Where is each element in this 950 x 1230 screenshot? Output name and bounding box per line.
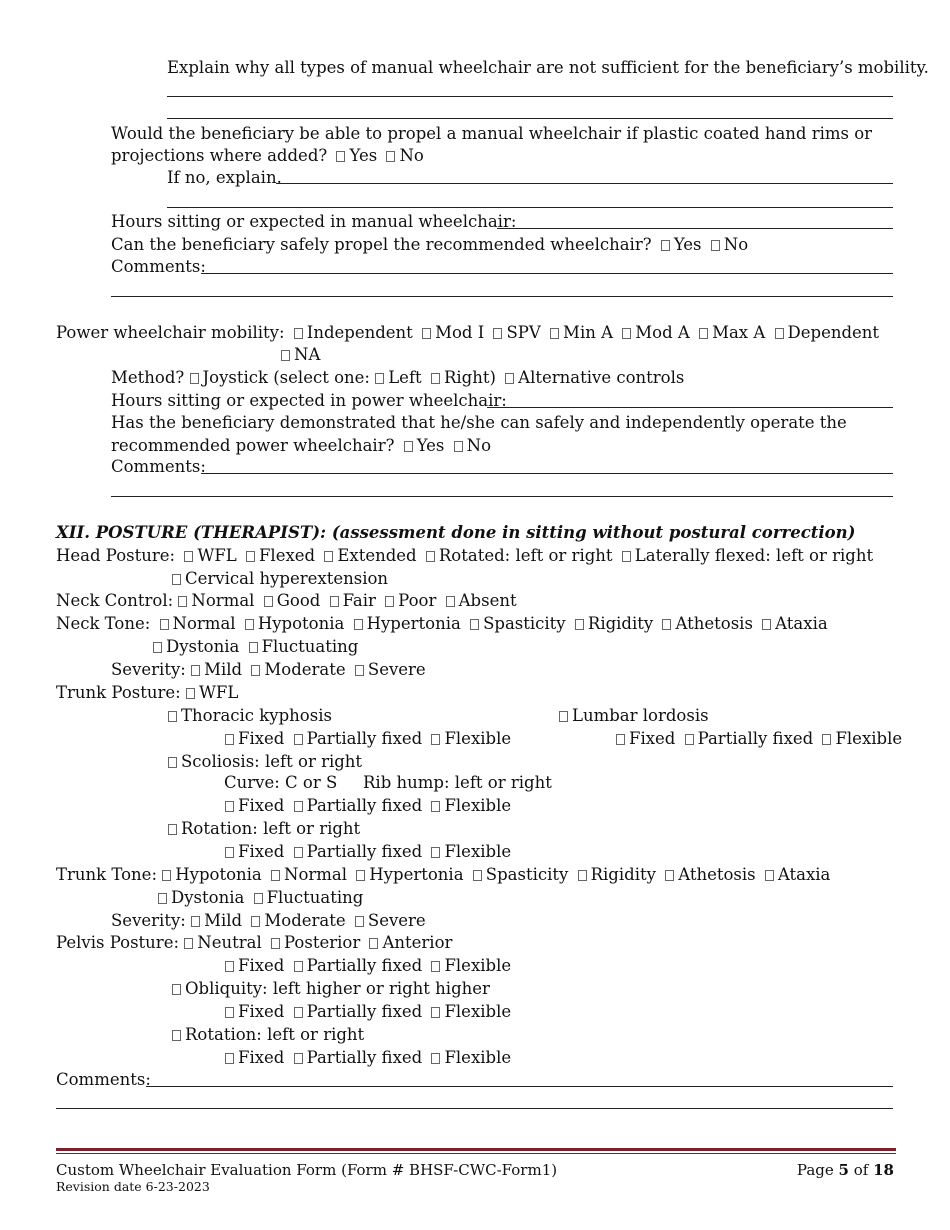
scoliosis-label: Scoliosis: left or right: [181, 752, 363, 771]
tone-option-label: Hypotonia: [257, 614, 345, 633]
propel-no-label: No: [399, 146, 424, 165]
power-mobility-row: [56, 322, 879, 344]
trunk-rotation-label: Rotation: left or right: [181, 819, 361, 838]
head-option-label: Extended: [337, 546, 417, 565]
head-wfl-checkbox[interactable]: [184, 551, 193, 562]
tone-option-label: Rigidity: [590, 865, 656, 884]
power-mobility-label: Power wheelchair mobility:: [56, 323, 285, 342]
trunk-tone-ataxia-checkbox[interactable]: [765, 870, 774, 881]
neck-control-option-label: Good: [276, 591, 321, 610]
head-rotated-checkbox[interactable]: [426, 551, 435, 562]
posture-heading: XII. POSTURE (THERAPIST): (assessment done in sitting without postural correction): [56, 523, 856, 542]
power-level-label: SPV: [506, 323, 541, 342]
tone-option-label: Ataxia: [775, 614, 828, 633]
pelvis-partially-fixed-checkbox[interactable]: [294, 961, 303, 972]
head-posture-label: Head Posture:: [56, 546, 176, 565]
demo-no-label: No: [466, 436, 492, 455]
trunk-posture-row: [56, 682, 238, 704]
safe-propel-question: Can the beneficiary safely propel the recommended wheelchair?: [111, 235, 652, 254]
severity-option-label: Moderate: [264, 911, 346, 930]
of-word: of: [853, 1161, 869, 1179]
fixed-option-label: Partially fixed: [306, 1002, 423, 1021]
power-mod-i-checkbox[interactable]: [422, 328, 431, 339]
method-row: [111, 367, 684, 389]
neck-control-option-label: Poor: [398, 591, 437, 610]
power-comments-label: Comments:: [111, 457, 206, 476]
severity-option-label: Moderate: [264, 660, 346, 679]
neck-control-poor-checkbox[interactable]: [385, 596, 394, 607]
trunk-rotation-partially-fixed-checkbox[interactable]: [294, 847, 303, 858]
power-na-option: [281, 344, 320, 366]
fixed-option-label: Fixed: [238, 796, 285, 815]
lumbar-lordosis-label: Lumbar lordosis: [572, 706, 709, 725]
demo-question-row: [111, 435, 491, 457]
manual-comments-label: Comments:: [111, 257, 206, 276]
pelvis-rotation-fixed-checkbox[interactable]: [225, 1053, 234, 1064]
lumbar-fixed-row: [616, 728, 902, 750]
tone-option-label: Hypotonia: [175, 865, 262, 884]
neck-tone-label: Neck Tone:: [56, 614, 151, 633]
trunk-rotation-flexible-checkbox[interactable]: [431, 847, 440, 858]
explain-manual-line-2[interactable]: [167, 118, 893, 119]
trunk-tone-fluctuating-checkbox[interactable]: [254, 893, 263, 904]
fixed-option-label: Flexible: [444, 842, 512, 861]
pelvis-fixed-checkbox[interactable]: [225, 961, 234, 972]
joystick-left-label: Left: [388, 368, 422, 387]
trunk-posture-label: Trunk Posture:: [56, 683, 181, 702]
trunk-tone-extra-row: [158, 887, 363, 909]
scoliosis-fixed-row: [225, 795, 511, 817]
manual-comments-line-2[interactable]: [111, 296, 893, 297]
neck-tone-spasticity-checkbox[interactable]: [470, 619, 479, 630]
neck-control-option-label: Absent: [458, 591, 517, 610]
trunk-tone-label: Trunk Tone:: [56, 865, 157, 884]
posture-comments-line-2[interactable]: [56, 1108, 893, 1109]
trunk-tone-dystonia-checkbox[interactable]: [158, 893, 167, 904]
obliquity-option: [172, 978, 490, 1000]
neck-control-normal-checkbox[interactable]: [178, 596, 187, 607]
head-lat-flexed-checkbox[interactable]: [622, 551, 631, 562]
fixed-option-label: Fixed: [238, 842, 285, 861]
neck-tone-dystonia-checkbox[interactable]: [153, 642, 162, 653]
severity-label: Severity:: [111, 660, 186, 679]
power-na-checkbox[interactable]: [281, 350, 290, 361]
demo-question-line1: Has the beneficiary demonstrated that he/she can safely and independently operate the: [111, 413, 847, 432]
trunk-tone-hypertonia-checkbox[interactable]: [356, 870, 365, 881]
obliquity-fixed-row: [225, 1001, 511, 1023]
footer-rule-thin: [56, 1153, 896, 1154]
lumbar-lordosis-option: [559, 705, 709, 727]
neck-severity-severe-checkbox[interactable]: [355, 665, 364, 676]
manual-comments-line-1[interactable]: [201, 273, 893, 274]
rib-hump-label: Rib hump: left or right: [363, 773, 552, 792]
trunk-rotation-option: [168, 818, 360, 840]
fixed-option-label: Flexible: [444, 956, 512, 975]
thoracic-kyphosis-label: Thoracic kyphosis: [181, 706, 332, 725]
power-na-label: NA: [294, 345, 321, 364]
lumbar-flexible-checkbox[interactable]: [822, 734, 831, 745]
neck-tone-row: [56, 613, 828, 635]
trunk-tone-hypotonia-checkbox[interactable]: [162, 870, 171, 881]
obliquity-partially-fixed-checkbox[interactable]: [294, 1007, 303, 1018]
fixed-option-label: Partially fixed: [306, 729, 423, 748]
pelvis-posture-label: Pelvis Posture:: [56, 933, 180, 952]
footer-rule-thick: [56, 1148, 896, 1151]
neck-tone-ataxia-checkbox[interactable]: [762, 619, 771, 630]
thoracic-flexible-checkbox[interactable]: [431, 734, 440, 745]
pelvis-anterior-checkbox[interactable]: [369, 938, 378, 949]
propel-question-line2: projections where added?: [111, 146, 328, 165]
alt-controls-label: Alternative controls: [518, 368, 685, 387]
thoracic-fixed-row: [225, 728, 511, 750]
power-level-label: Mod A: [635, 323, 690, 342]
pelvis-rotation-checkbox[interactable]: [172, 1030, 181, 1041]
fixed-option-label: Flexible: [444, 796, 512, 815]
cervical-hyperextension-checkbox[interactable]: [172, 574, 181, 585]
trunk-tone-athetosis-checkbox[interactable]: [665, 870, 674, 881]
demo-question-line2: recommended power wheelchair?: [111, 436, 395, 455]
explain-manual-prompt: Explain why all types of manual wheelchair are not sufficient for the beneficiary’s mobility.: [167, 58, 929, 77]
tone-option-label: Athetosis: [675, 614, 753, 633]
pelvis-option-label: Neutral: [197, 933, 262, 952]
neck-control-fair-checkbox[interactable]: [330, 596, 339, 607]
propel-question-line1: Would the beneficiary be able to propel a manual wheelchair if plastic coated hand rims or: [111, 124, 873, 143]
severity-option-label: Mild: [204, 911, 243, 930]
power-level-label: Independent: [306, 323, 413, 342]
tone-option-label: Normal: [172, 614, 236, 633]
trunk-tone-normal-checkbox[interactable]: [271, 870, 280, 881]
neck-tone-rigidity-checkbox[interactable]: [575, 619, 584, 630]
head-option-label: Flexed: [258, 546, 316, 565]
trunk-severity-moderate-checkbox[interactable]: [251, 916, 260, 927]
tone-option-label: Ataxia: [777, 865, 831, 884]
power-level-label: Max A: [712, 323, 766, 342]
if-no-explain-line-2[interactable]: [167, 207, 893, 208]
safe-propel-yes-label: Yes: [673, 235, 702, 254]
neck-control-row: [56, 590, 517, 612]
neck-tone-athetosis-checkbox[interactable]: [662, 619, 671, 630]
if-no-explain-label: If no, explain.: [167, 168, 282, 187]
alt-controls-checkbox[interactable]: [505, 373, 514, 384]
lumbar-lordosis-checkbox[interactable]: [559, 711, 568, 722]
severity-option-label: Severe: [367, 911, 426, 930]
tone-option-label: Fluctuating: [261, 637, 359, 656]
pelvis-posterior-checkbox[interactable]: [271, 938, 280, 949]
severity-option-label: Severe: [367, 660, 426, 679]
tone-option-label: Spasticity: [483, 614, 566, 633]
thoracic-partially-fixed-checkbox[interactable]: [294, 734, 303, 745]
neck-severity-row: [111, 659, 426, 681]
scoliosis-checkbox[interactable]: [168, 757, 177, 768]
posture-comments-label: Comments:: [56, 1070, 151, 1089]
obliquity-fixed-checkbox[interactable]: [225, 1007, 234, 1018]
pelvis-rotation-label: Rotation: left or right: [185, 1025, 365, 1044]
fixed-option-label: Partially fixed: [306, 796, 423, 815]
pelvis-posture-row: [56, 932, 452, 954]
fixed-option-label: Fixed: [238, 956, 285, 975]
trunk-wfl-label: WFL: [198, 683, 239, 702]
head-flexed-checkbox[interactable]: [246, 551, 255, 562]
trunk-rotation-fixed-row: [225, 841, 511, 863]
propel-question-row: [111, 145, 424, 167]
power-independent-checkbox[interactable]: [294, 328, 303, 339]
tone-option-label: Athetosis: [678, 865, 756, 884]
lumbar-partially-fixed-checkbox[interactable]: [685, 734, 694, 745]
power-spv-checkbox[interactable]: [493, 328, 502, 339]
fixed-option-label: Fixed: [629, 729, 676, 748]
page-word: Page: [796, 1161, 834, 1179]
power-comments-line-1[interactable]: [201, 473, 893, 474]
tone-option-label: Rigidity: [587, 614, 654, 633]
trunk-rotation-fixed-checkbox[interactable]: [225, 847, 234, 858]
power-comments-line-2[interactable]: [111, 496, 893, 497]
fixed-option-label: Partially fixed: [306, 842, 423, 861]
trunk-severity-severe-checkbox[interactable]: [355, 916, 364, 927]
fixed-option-label: Flexible: [444, 1048, 512, 1067]
tone-option-label: Hypertonia: [369, 865, 464, 884]
tone-option-label: Normal: [284, 865, 348, 884]
trunk-severity-row: [111, 910, 426, 932]
joystick-label: Joystick (select one:: [202, 368, 370, 387]
scoliosis-option: [168, 751, 362, 773]
obliquity-checkbox[interactable]: [172, 984, 181, 995]
thoracic-kyphosis-option: [168, 705, 332, 727]
trunk-rotation-checkbox[interactable]: [168, 824, 177, 835]
fixed-option-label: Flexible: [835, 729, 903, 748]
head-extended-checkbox[interactable]: [324, 551, 333, 562]
pelvis-flexible-checkbox[interactable]: [431, 961, 440, 972]
head-posture-row: [56, 545, 873, 567]
neck-tone-fluctuating-checkbox[interactable]: [249, 642, 258, 653]
neck-control-label: Neck Control:: [56, 591, 174, 610]
propel-no-checkbox[interactable]: [386, 151, 395, 162]
footer-revision-date: Revision date 6-23-2023: [56, 1179, 210, 1194]
demo-yes-label: Yes: [416, 436, 445, 455]
power-mod-a-checkbox[interactable]: [622, 328, 631, 339]
demo-yes-checkbox[interactable]: [404, 441, 413, 452]
pelvis-option-label: Posterior: [284, 933, 361, 952]
power-dependent-checkbox[interactable]: [775, 328, 784, 339]
page-indicator: [797, 1159, 894, 1181]
head-option-label: Rotated: left or right: [438, 546, 613, 565]
demo-no-checkbox[interactable]: [454, 441, 463, 452]
pelvis-rotation-fixed-row: [225, 1047, 511, 1069]
method-label: Method?: [111, 368, 185, 387]
posture-comments-line-1[interactable]: [146, 1086, 893, 1087]
curve-label: Curve: C or S: [224, 773, 338, 792]
trunk-tone-spasticity-checkbox[interactable]: [473, 870, 482, 881]
power-level-label: Min A: [563, 323, 614, 342]
neck-tone-normal-checkbox[interactable]: [160, 619, 169, 630]
pelvis-rotation-option: [172, 1024, 364, 1046]
neck-severity-moderate-checkbox[interactable]: [251, 665, 260, 676]
neck-control-option-label: Normal: [191, 591, 255, 610]
neck-control-good-checkbox[interactable]: [264, 596, 273, 607]
power-hours-label: Hours sitting or expected in power wheelchair:: [111, 391, 507, 410]
pelvis-fixed-row: [225, 955, 511, 977]
propel-yes-checkbox[interactable]: [336, 151, 345, 162]
cervical-hyperextension-label: Cervical hyperextension: [185, 569, 389, 588]
fixed-option-label: Fixed: [238, 729, 285, 748]
trunk-tone-row: [56, 864, 830, 886]
lumbar-fixed-checkbox[interactable]: [616, 734, 625, 745]
obliquity-flexible-checkbox[interactable]: [431, 1007, 440, 1018]
pelvis-option-label: Anterior: [382, 933, 453, 952]
trunk-wfl-checkbox[interactable]: [186, 688, 195, 699]
fixed-option-label: Partially fixed: [306, 956, 423, 975]
neck-control-option-label: Fair: [342, 591, 376, 610]
scoliosis-flexible-checkbox[interactable]: [431, 801, 440, 812]
fixed-option-label: Flexible: [444, 1002, 512, 1021]
power-min-a-checkbox[interactable]: [550, 328, 559, 339]
neck-tone-extra-row: [153, 636, 358, 658]
severity-label: Severity:: [111, 911, 186, 930]
safe-propel-row: [111, 234, 748, 256]
head-cervical-option: [172, 568, 388, 590]
head-option-label: Laterally flexed: left or right: [634, 546, 874, 565]
joystick-left-checkbox[interactable]: [375, 373, 384, 384]
tone-option-label: Spasticity: [485, 865, 569, 884]
power-hours-field[interactable]: [487, 407, 893, 408]
page-total: 18: [873, 1161, 894, 1179]
safe-propel-yes-checkbox[interactable]: [661, 240, 670, 251]
footer-form-title: Custom Wheelchair Evaluation Form (Form # BHSF-CWC-Form1): [56, 1161, 558, 1179]
tone-option-label: Hypertonia: [366, 614, 461, 633]
neck-tone-hypertonia-checkbox[interactable]: [354, 619, 363, 630]
fixed-option-label: Fixed: [238, 1002, 285, 1021]
severity-option-label: Mild: [204, 660, 243, 679]
scoliosis-fixed-checkbox[interactable]: [225, 801, 234, 812]
neck-severity-mild-checkbox[interactable]: [191, 665, 200, 676]
fixed-option-label: Partially fixed: [306, 1048, 423, 1067]
manual-hours-field[interactable]: [497, 228, 893, 229]
pelvis-neutral-checkbox[interactable]: [184, 938, 193, 949]
fixed-option-label: Partially fixed: [697, 729, 814, 748]
power-level-label: Dependent: [787, 323, 880, 342]
thoracic-fixed-checkbox[interactable]: [225, 734, 234, 745]
joystick-right-label: Right): [443, 368, 496, 387]
manual-hours-label: Hours sitting or expected in manual wheelchair:: [111, 212, 517, 231]
pelvis-rotation-flexible-checkbox[interactable]: [431, 1053, 440, 1064]
fixed-option-label: Flexible: [444, 729, 512, 748]
obliquity-label: Obliquity: left higher or right higher: [185, 979, 490, 998]
tone-option-label: Fluctuating: [266, 888, 364, 907]
power-max-a-checkbox[interactable]: [699, 328, 708, 339]
trunk-tone-rigidity-checkbox[interactable]: [578, 870, 587, 881]
trunk-severity-mild-checkbox[interactable]: [191, 916, 200, 927]
pelvis-rotation-partially-fixed-checkbox[interactable]: [294, 1053, 303, 1064]
if-no-explain-line-1[interactable]: [276, 183, 893, 184]
thoracic-kyphosis-checkbox[interactable]: [168, 711, 177, 722]
power-level-label: Mod I: [435, 323, 485, 342]
safe-propel-no-label: No: [723, 235, 749, 254]
head-option-label: WFL: [197, 546, 237, 565]
joystick-right-checkbox[interactable]: [431, 373, 440, 384]
joystick-checkbox[interactable]: [190, 373, 199, 384]
scoliosis-partially-fixed-checkbox[interactable]: [294, 801, 303, 812]
neck-control-absent-checkbox[interactable]: [446, 596, 455, 607]
propel-yes-label: Yes: [349, 146, 378, 165]
tone-option-label: Dystonia: [171, 888, 245, 907]
safe-propel-no-checkbox[interactable]: [711, 240, 720, 251]
page-number: 5: [838, 1161, 849, 1179]
explain-manual-line-1[interactable]: [167, 96, 893, 97]
neck-tone-hypotonia-checkbox[interactable]: [245, 619, 254, 630]
tone-option-label: Dystonia: [166, 637, 240, 656]
fixed-option-label: Fixed: [238, 1048, 285, 1067]
